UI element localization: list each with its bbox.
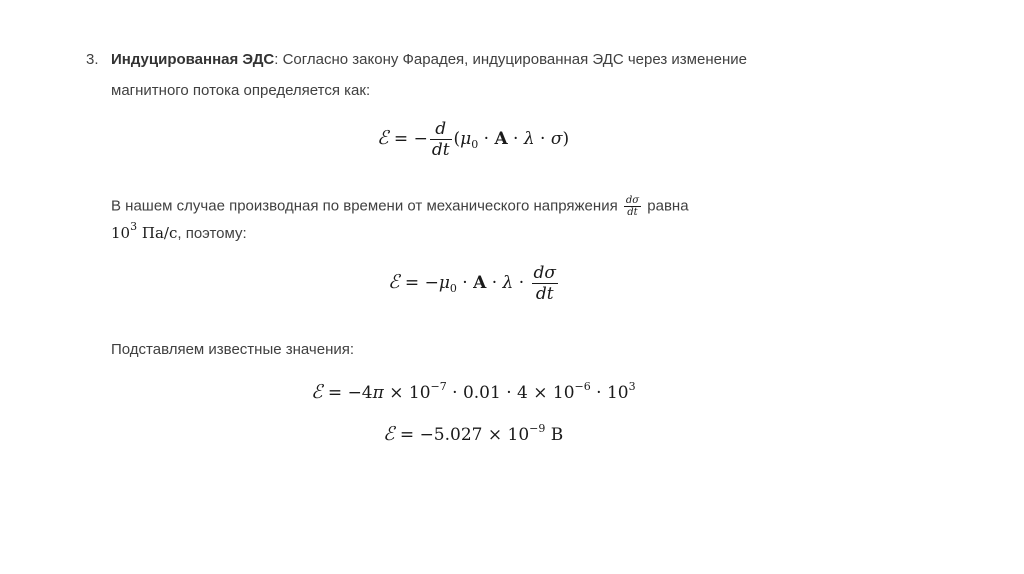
equation-simplified: ℰ = $-\mu_0 \cdot A \cdot \lambda$ · $\frac{d\sigma}{dt}$ (388, 263, 557, 304)
derivative-text-after: равна (647, 197, 689, 215)
list-number: 3. (86, 51, 99, 68)
substitute-text: Подставляем известные значения: (111, 341, 355, 358)
derivative-line-2-text: , поэтому: (177, 225, 247, 242)
equation-faraday: ℰ = − $\frac{d}{dt}$ $(\mu_0 \cdot A \cdot \lambda \cdot \sigma)$ (377, 119, 570, 160)
derivative-line-1 (111, 195, 689, 218)
intro-line-1 (111, 50, 747, 70)
equation-numeric: ℰ = $-4\pi \times 10^{-7} \cdot 0.01 \cdot 4 \times 10^{-6} \cdot 10^3$ (311, 380, 636, 403)
derivative-line-2 (111, 220, 247, 244)
derivative-text: В нашем случае производная по времени от механического напряжения (111, 197, 618, 215)
item-heading: Индуцированная ЭДС (111, 51, 275, 68)
intro-text: : Согласно закону Фарадея, индуцированная ЭДС через изменение (274, 51, 747, 68)
equation-result: ℰ = $-5.027 \times 10^{-9}$ В (383, 422, 564, 445)
rate-value-exp: 3 (130, 220, 138, 233)
rate-value-base: 10 (111, 224, 131, 242)
dsigma-dt-fraction: $\frac{d\sigma}{dt}$ (625, 195, 640, 218)
rate-unit: Па/с (141, 224, 178, 242)
intro-line-2: магнитного потока определяется как: (111, 82, 371, 99)
